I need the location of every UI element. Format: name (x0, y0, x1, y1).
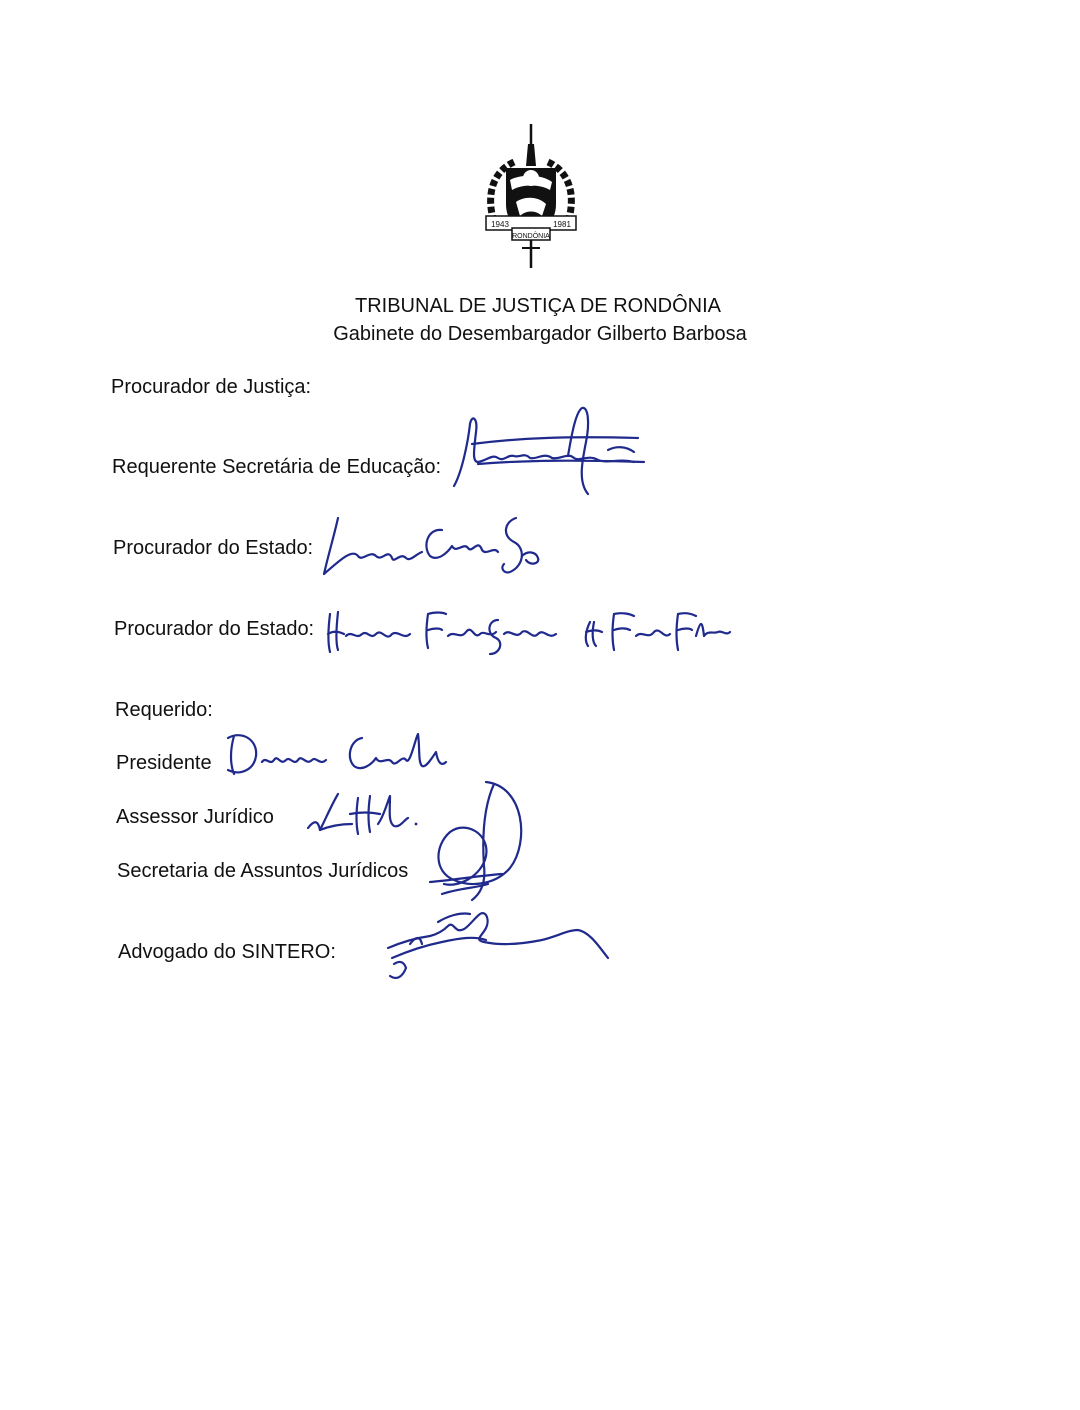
label-procurador-estado-1: Procurador do Estado: (113, 537, 314, 559)
signature-procurador-estado-1 (318, 512, 548, 582)
signature-procurador-estado-2 (324, 600, 734, 660)
label-requerido: Requerido: (115, 699, 213, 721)
label-procurador-estado-2: Procurador do Estado: (114, 618, 315, 640)
court-title: TRIBUNAL DE JUSTIÇA DE RONDÔNIA (355, 295, 721, 317)
signature-requerente (448, 402, 648, 502)
label-secretaria-assuntos-juridicos: Secretaria de Assuntos Jurídicos (117, 860, 409, 882)
coat-of-arms-icon (484, 124, 578, 268)
emblem-banner: RONDÔNIA (512, 233, 550, 240)
office-subtitle: Gabinete do Desembargador Gilberto Barbosa (333, 323, 747, 345)
label-presidente: Presidente (116, 752, 212, 774)
emblem-year-right: 1981 (553, 220, 571, 229)
label-advogado-sintero: Advogado do SINTERO: (118, 941, 336, 963)
emblem-year-left: 1943 (491, 220, 509, 229)
label-procurador-justica: Procurador de Justiça: (111, 376, 312, 398)
signature-secretaria-assuntos-juridicos (414, 776, 534, 906)
signature-advogado-sintero (382, 900, 616, 984)
label-requerente-educacao: Requerente Secretária de Educação: (112, 456, 442, 478)
label-assessor-juridico: Assessor Jurídico (116, 806, 274, 828)
signature-assessor-juridico (304, 790, 424, 840)
signature-presidente (222, 726, 452, 782)
